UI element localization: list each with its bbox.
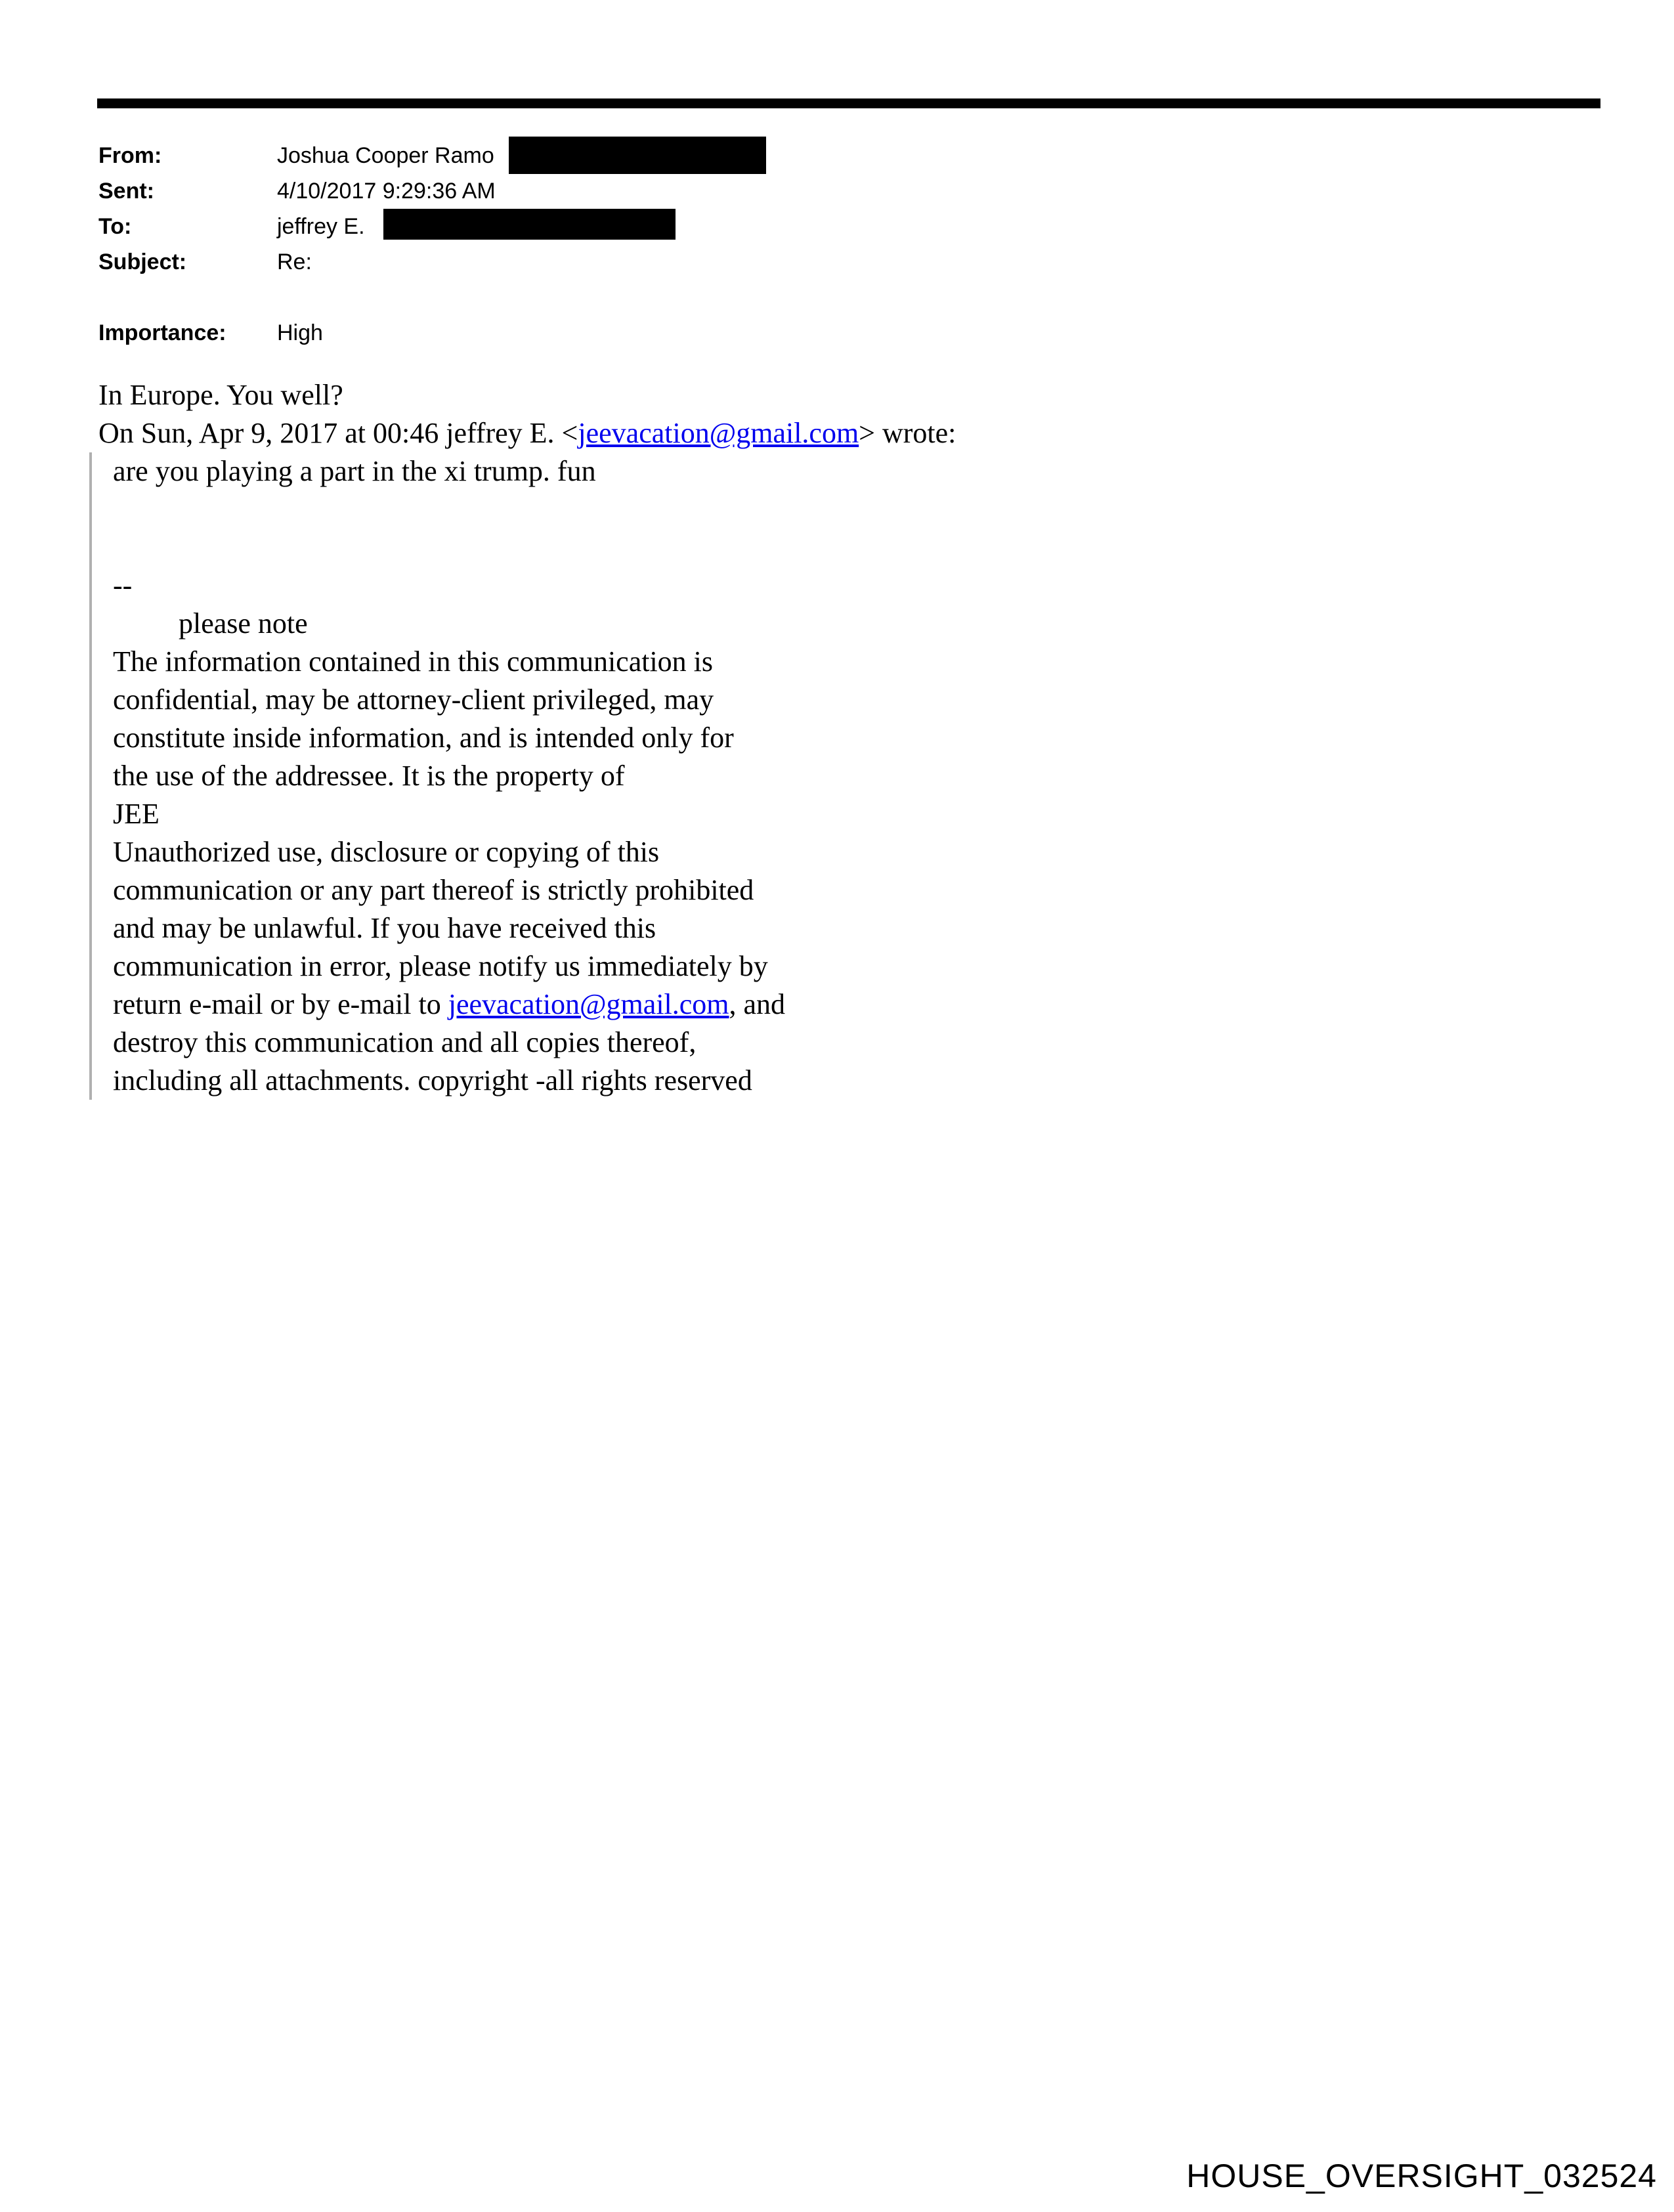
- header-row-from: [98, 138, 496, 173]
- disclaimer-line: communication or any part thereof is strictly prohibited: [113, 874, 754, 906]
- disclaimer-line: The information contained in this communication is: [113, 645, 714, 678]
- email-body: [98, 376, 1595, 1100]
- from-label: From:: [98, 143, 162, 168]
- attribution-prefix: On Sun, Apr 9, 2017 at 00:46 jeffrey E. <: [98, 417, 578, 449]
- disclaimer-email-line: [113, 986, 1595, 1024]
- sent-label: Sent:: [98, 179, 154, 204]
- to-value: jeffrey E.: [277, 214, 365, 239]
- email-link[interactable]: jeevacation@gmail.com: [448, 988, 729, 1020]
- disclaimer-line: constitute inside information, and is intended only for: [113, 722, 734, 754]
- from-value: Joshua Cooper Ramo: [277, 143, 494, 168]
- attribution-suffix: > wrote:: [859, 417, 956, 449]
- importance-label: Importance:: [98, 320, 226, 345]
- header-row-sent: [98, 173, 496, 209]
- disclaimer-email-prefix: return e-mail or by e-mail to: [113, 988, 448, 1020]
- blank-line: [98, 280, 496, 315]
- blank-line: [113, 529, 1595, 567]
- disclaimer-line: the use of the addressee. It is the property of: [113, 760, 625, 792]
- signature-dashes: --: [113, 569, 133, 601]
- quoted-message: are you playing a part in the xi trump. fun: [113, 455, 596, 487]
- email-link[interactable]: jeevacation@gmail.com: [578, 417, 859, 449]
- header-row-importance: [98, 315, 496, 351]
- disclaimer-line: and may be unlawful. If you have received this: [113, 912, 656, 944]
- blank-line: [113, 490, 1595, 529]
- top-rule: [97, 98, 1600, 108]
- subject-value: Re:: [277, 249, 312, 274]
- redaction-bar-to: [383, 209, 676, 240]
- to-label: To:: [98, 214, 132, 239]
- disclaimer-line: communication in error, please notify us immediately by: [113, 950, 768, 982]
- disclaimer-line: destroy this communication and all copies thereof,: [113, 1026, 697, 1058]
- disclaimer-line: confidential, may be attorney-client privileged, may: [113, 683, 714, 716]
- header-row-subject: [98, 244, 496, 280]
- disclaimer-line: Unauthorized use, disclosure or copying of this: [113, 836, 660, 868]
- disclaimer-line: JEE: [113, 798, 160, 830]
- bates-stamp: HOUSE_OVERSIGHT_032524: [1186, 2158, 1657, 2194]
- subject-label: Subject:: [98, 249, 187, 274]
- signature-note: please note: [179, 607, 308, 640]
- importance-value: High: [277, 320, 323, 345]
- disclaimer-email-suffix: , and: [729, 988, 786, 1020]
- email-header: [98, 138, 496, 351]
- sent-value: 4/10/2017 9:29:36 AM: [277, 179, 496, 204]
- quoted-block: [89, 452, 1595, 1100]
- redaction-bar-from: [509, 137, 766, 174]
- disclaimer-line: including all attachments. copyright -all rights reserved: [113, 1064, 752, 1096]
- greeting-line: In Europe. You well?: [98, 379, 343, 411]
- attribution-line: [98, 414, 1595, 452]
